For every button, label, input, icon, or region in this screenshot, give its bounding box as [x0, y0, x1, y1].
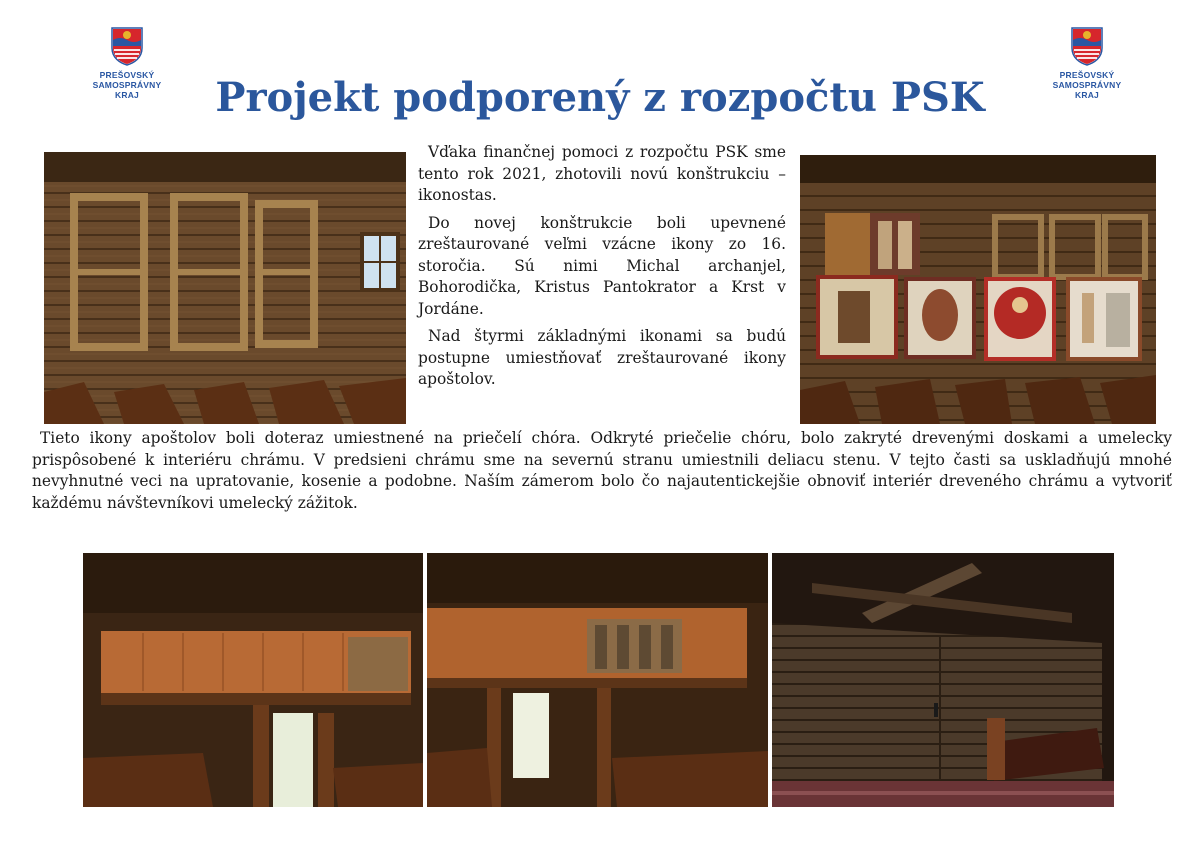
intro-paragraph-2: Do novej konštrukcie boli upevnené zreštaurované veľmi vzácne ikony zo 16. storočia. Sú nimi Michal archanjel, Bohorodička, Kristus Pantokrator a Krst v Jordáne. — [418, 213, 786, 318]
logo-line-3: KRAJ — [1075, 90, 1099, 100]
intro-text — [418, 142, 786, 397]
logo-line-1: PREŠOVSKÝ — [99, 70, 155, 80]
body-paragraph: Tieto ikony apoštolov boli doteraz umiestnené na priečelí chóra. Odkryté priečelie chóru, bolo zakryté drevenými doskami a umelecky prispôsobené k interiéru chrámu. V predsieni chrámu sme na severnú stranu umiestnili deliacu stenu. V tejto časti sa uskladňujú mnohé nevyhnutné veci na upratovanie, kosenie a podobne. Naším zámerom bolo čo najautentickejšie obnoviť interiér dreveného chrámu a vytvoriť každému návštevníkovi umelecký zážitok. — [32, 429, 1172, 512]
coat-of-arms-icon — [1070, 26, 1104, 66]
intro-paragraph-3: Nad štyrmi základnými ikonami sa budú postupne umiestňovať zreštaurované ikony apoštolov. — [418, 327, 786, 388]
photo-choir-loft-icons — [427, 553, 768, 807]
photo-empty-iconostasis — [44, 152, 406, 424]
logo-line-3: KRAJ — [115, 90, 139, 100]
intro-paragraph-1: Vďaka finančnej pomoci z rozpočtu PSK sme tento rok 2021, zhotovili novú konštrukciu – ikonostas. — [418, 143, 786, 204]
photo-choir-loft-boards — [83, 553, 423, 807]
logo-line-1: PREŠOVSKÝ — [1059, 70, 1115, 80]
photo-iconostasis-with-icons — [800, 155, 1156, 424]
logo-line-2: SAMOSPRÁVNY — [92, 80, 162, 90]
coat-of-arms-icon — [110, 26, 144, 66]
logo-line-2: SAMOSPRÁVNY — [1052, 80, 1122, 90]
photo-dividing-wall — [772, 553, 1114, 807]
page-title: Projekt podporený z rozpočtu PSK — [215, 74, 985, 121]
